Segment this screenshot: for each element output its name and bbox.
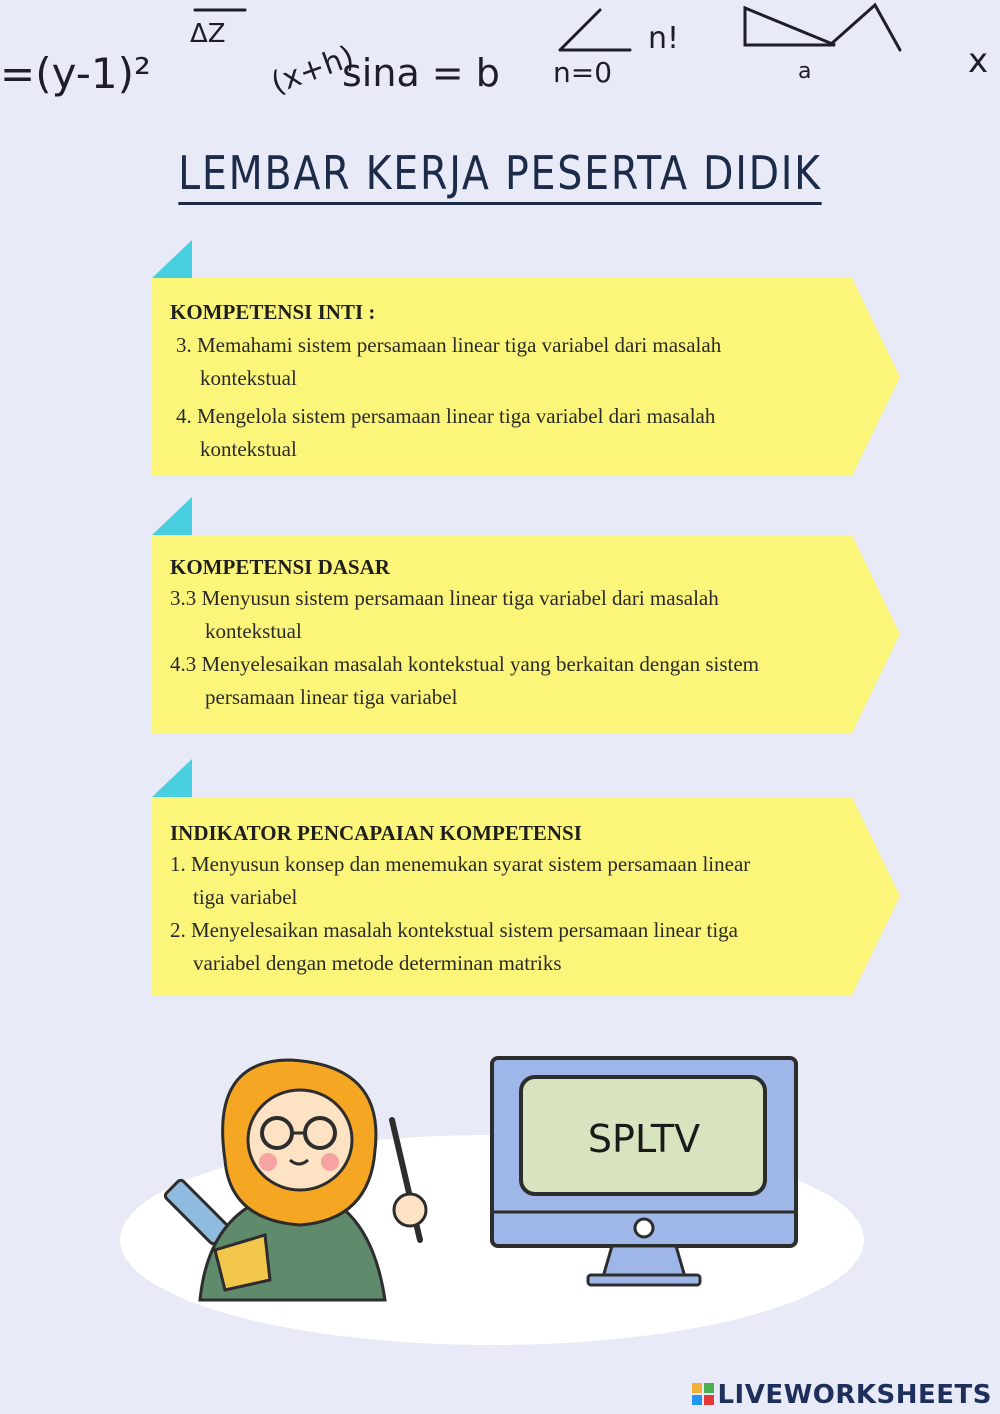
math-doodles-banner xyxy=(0,0,1000,110)
liveworksheets-brand: LIVEWORKSHEETS xyxy=(692,1380,992,1410)
list-item: 3. Memahami sistem persamaan linear tiga variabel dari masalah kontekstual xyxy=(176,333,722,390)
doodle-formula-3: sina = b xyxy=(342,51,500,95)
liveworksheets-logo-icon xyxy=(692,1383,714,1405)
list-item: 4.3 Menyelesaikan masalah kontekstual yang berkaitan dengan sistem persamaan linear tiga variabel xyxy=(170,652,759,709)
corner-accent xyxy=(152,240,192,278)
doodle-formula-2: ΔZ xyxy=(190,19,226,49)
doodle-formula-4: n=0 xyxy=(553,56,613,89)
illustration xyxy=(0,1040,1000,1360)
doodle-formula-1: =(y-1)² xyxy=(0,49,151,98)
list-item: 3.3 Menyusun sistem persamaan linear tiga variabel dari masalah kontekstual xyxy=(170,586,719,643)
section-heading: INDIKATOR PENCAPAIAN KOMPETENSI xyxy=(170,821,582,845)
section-indikator xyxy=(152,759,900,997)
monitor-screen-text: SPLTV xyxy=(587,1117,701,1161)
section-kompetensi-inti xyxy=(152,240,900,478)
section-kompetensi-dasar xyxy=(152,497,900,735)
page-title: LEMBAR KERJA PESERTA DIDIK xyxy=(70,146,930,200)
doodle-formula-6: x xyxy=(968,41,989,81)
corner-accent xyxy=(152,759,192,797)
section-heading: KOMPETENSI DASAR xyxy=(170,555,390,579)
doodle-formula-7: (x+h) xyxy=(266,39,359,102)
list-item: 1. Menyusun konsep dan menemukan syarat sistem persamaan linear tiga variabel xyxy=(170,852,751,909)
doodle-formula-8: a xyxy=(798,59,812,84)
list-item: 2. Menyelesaikan masalah kontekstual sistem persamaan linear tiga variabel dengan metode determinan matriks xyxy=(170,918,738,975)
section-heading: KOMPETENSI INTI : xyxy=(170,300,376,324)
doodle-formula-5: n! xyxy=(648,21,680,56)
corner-accent xyxy=(152,497,192,535)
list-item: 4. Mengelola sistem persamaan linear tiga variabel dari masalah kontekstual xyxy=(176,404,716,461)
